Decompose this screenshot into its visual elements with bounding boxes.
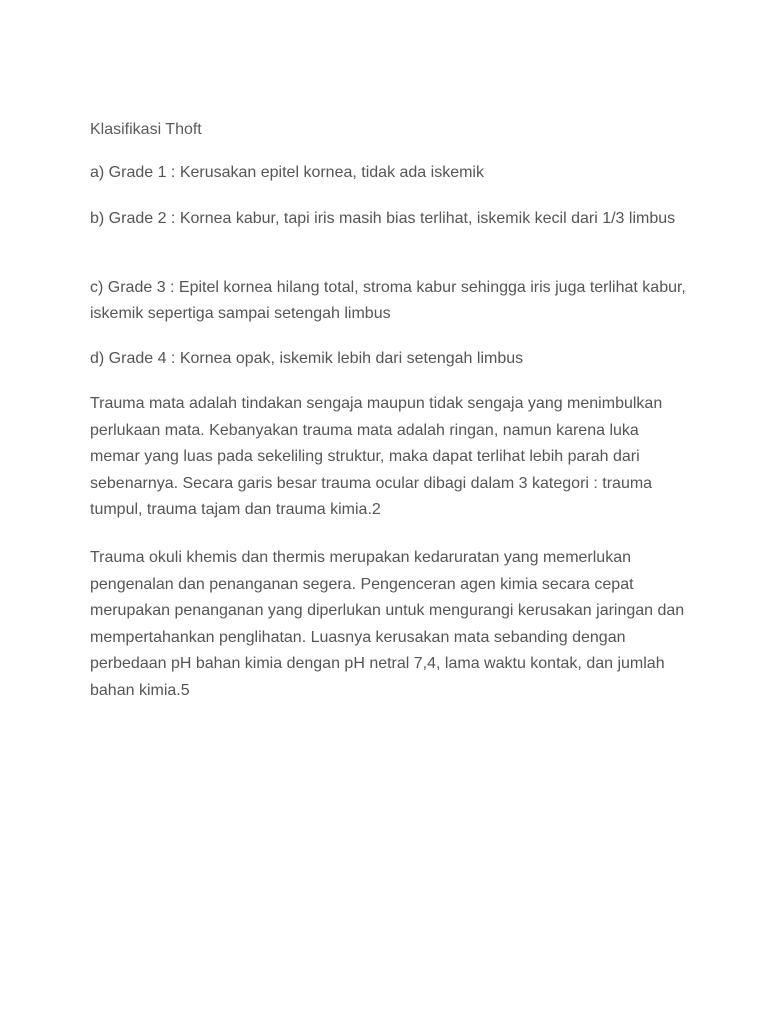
section-heading: Klasifikasi Thoft [90, 121, 202, 138]
classification-item-grade-4: d) Grade 4 : Kornea opak, iskemik lebih dari setengah limbus [90, 350, 524, 367]
classification-item-grade-1: a) Grade 1 : Kerusakan epitel kornea, tidak ada iskemik [90, 164, 484, 181]
paragraph-trauma-definition: Trauma mata adalah tindakan sengaja maupun tidak sengaja yang menimbulkan perlukaan mata. Kebanyakan trauma mata adalah ringan, namun karena luka memar yang luas pada sekeliling struktur, maka dapat terlihat lebih parah dari sebenarnya. Secara garis besar trauma ocular dibagi dalam 3 kategori : trauma tumpul, trauma tajam dan trauma kimia.2 [90, 395, 663, 518]
paragraph-chemical-trauma: Trauma okuli khemis dan thermis merupakan kedaruratan yang memerlukan pengenalan dan penanganan segera. Pengenceran agen kimia secara cepat merupakan penanganan yang diperlukan untuk mengurangi kerusakan jaringan dan mempertahankan penglihatan. Luasnya kerusakan mata sebanding dengan perbedaan pH bahan kimia dengan pH netral 7,4, lama waktu kontak, dan jumlah bahan kimia.5 [90, 549, 685, 699]
classification-item-grade-2: b) Grade 2 : Kornea kabur, tapi iris masih bias terlihat, iskemik kecil dari 1/3 limbus [90, 210, 676, 227]
classification-item-grade-3: c) Grade 3 : Epitel kornea hilang total, stroma kabur sehingga iris juga terlihat kabur, iskemik sepertiga sampai setengah limbus [90, 279, 686, 322]
